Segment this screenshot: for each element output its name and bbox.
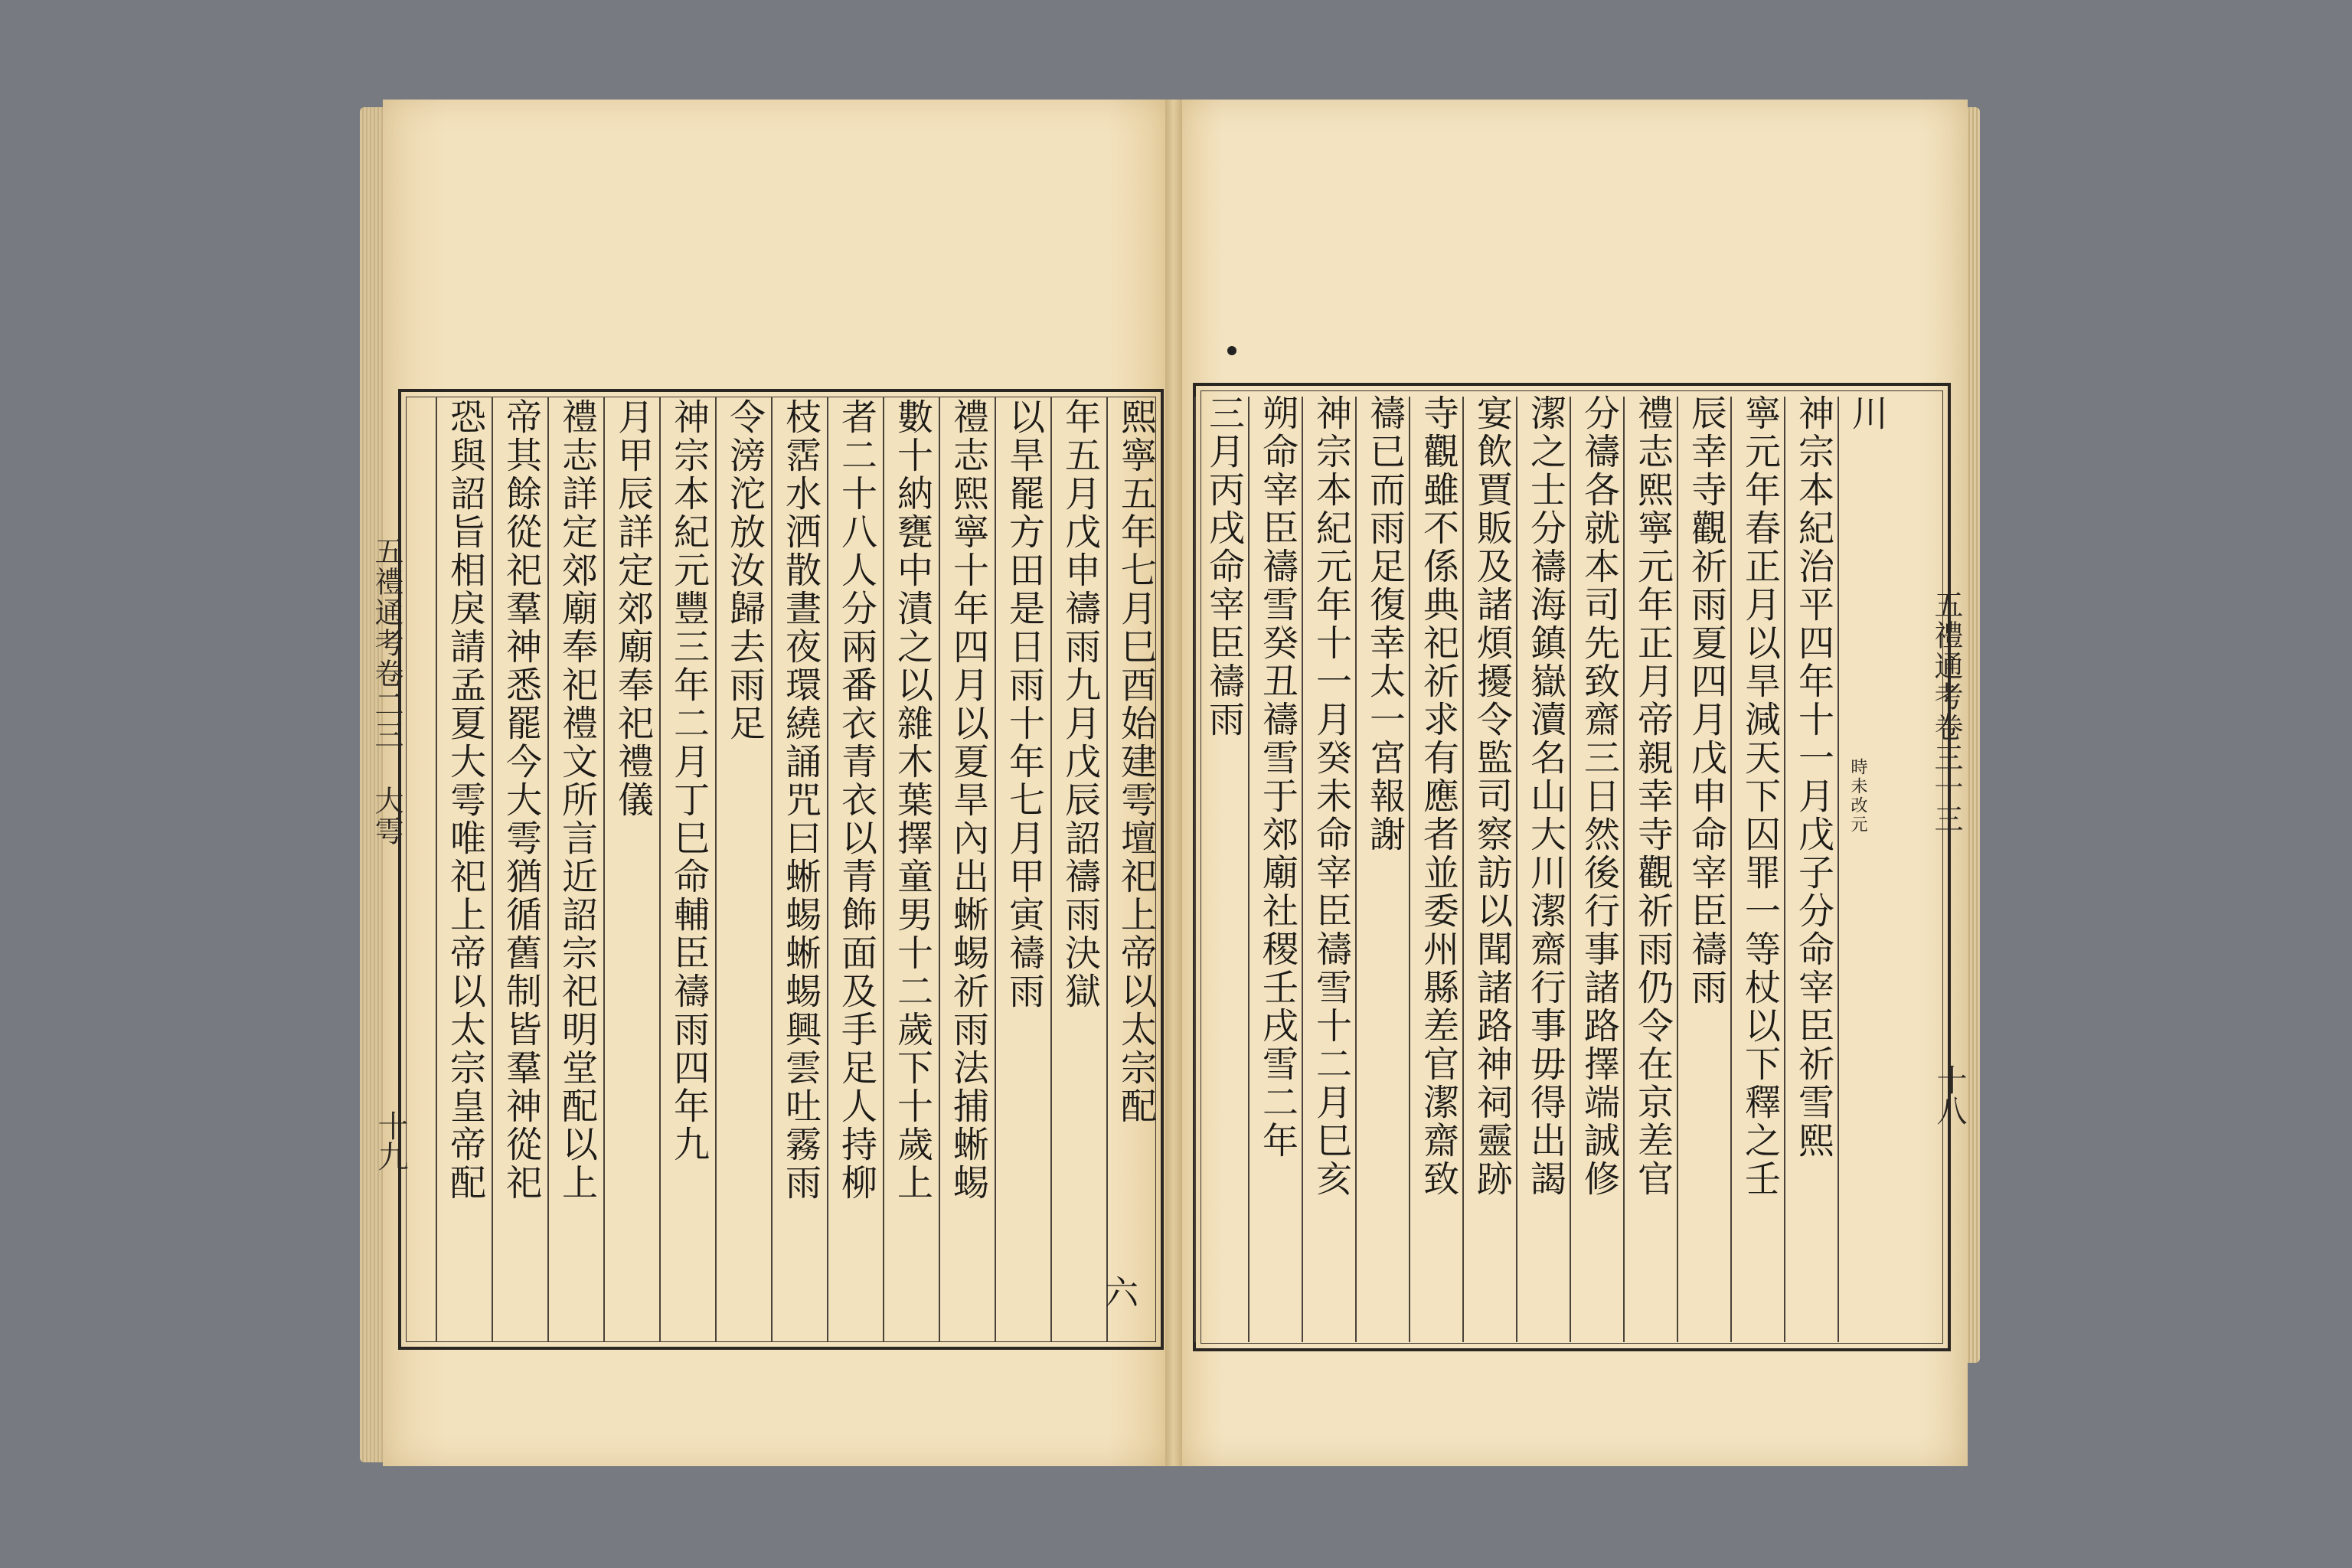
right-text-column: 潔之士分禱海鎮嶽瀆名山大川潔齋行事毋得出謁 — [1524, 394, 1566, 1198]
right-text-column: 寺觀雖不係典祀祈求有應者並委州縣差官潔齋致 — [1417, 394, 1459, 1198]
right-text-column: 宴飲賈販及諸煩擾令監司察訪以聞諸路神祠靈跡 — [1471, 394, 1513, 1198]
right-column-rule — [1302, 397, 1303, 1342]
right-text-column: 三月丙戌命宰臣禱雨 — [1203, 394, 1245, 739]
left-text-column: 者二十八人分兩番衣青衣以青飾面及手足人持柳 — [835, 398, 877, 1202]
right-column-rule — [1248, 397, 1250, 1342]
left-text-column: 令滂沱放汝歸去雨足 — [724, 398, 766, 743]
right-column-rule — [1784, 397, 1785, 1342]
left-text-column: 年五月戊申禱雨九月戊辰詔禱雨決獄 — [1059, 398, 1101, 1011]
left-text-column: 禮志詳定郊廟奉祀禮文所言近詔宗祀明堂配以上 — [556, 398, 598, 1202]
left-column-rule — [995, 397, 996, 1342]
left-column-rule — [1050, 397, 1052, 1342]
right-banxin: 五禮通考卷三十三 — [1929, 590, 1963, 835]
left-column-rule — [547, 397, 549, 1342]
left-column-rule — [883, 397, 884, 1342]
right-column-rule — [1730, 397, 1732, 1342]
right-column-rule — [1355, 397, 1357, 1342]
left-text-column: 禮志熙寧十年四月以夏旱內出蜥蜴祈雨法捕蜥蜴 — [947, 398, 989, 1202]
left-column-rule — [715, 397, 717, 1342]
left-column-rule — [659, 397, 661, 1342]
right-column-rule — [1623, 397, 1625, 1342]
right-column-rule — [1462, 397, 1464, 1342]
right-text-column: 朔命宰臣禱雪癸丑禱雪于郊廟社稷壬戌雪二年 — [1256, 394, 1298, 1160]
right-text-column: 禱已而雨足復幸太一宮報謝 — [1364, 394, 1406, 854]
right-column-rule — [1570, 397, 1571, 1342]
right-column-rule — [1194, 397, 1196, 1342]
right-text-column: 分禱各就本司先致齋三日然後行事諸路擇端誠修 — [1578, 394, 1620, 1198]
left-column-rule — [827, 397, 828, 1342]
left-folio: 十九 — [373, 1110, 408, 1171]
left-text-column: 枝霑水洒散晝夜環繞誦咒曰蜥蜴蜥蜴興雲吐霧雨 — [779, 398, 822, 1202]
left-column-rule — [939, 397, 940, 1342]
left-column-rule — [492, 397, 493, 1342]
ink-spot — [1227, 346, 1236, 355]
left-column-rule — [603, 397, 605, 1342]
left-text-column: 帝其餘從祀羣神悉罷今大雩猶循舊制皆羣神從祀 — [500, 398, 542, 1202]
right-column-rule — [1409, 397, 1410, 1342]
left-text-column: 神宗本紀元豐三年二月丁巳命輔臣禱雨四年九 — [668, 398, 710, 1164]
inline-annotation: 時未改元 — [1848, 758, 1867, 835]
left-column-rule — [771, 397, 773, 1342]
right-text-column: 神宗本紀治平四年十一月戊子分命宰臣祈雪熙 — [1792, 394, 1834, 1160]
left-margin-number: 六 — [1099, 1275, 1138, 1311]
right-column-rule — [1516, 397, 1517, 1342]
right-column-rule — [1838, 397, 1839, 1342]
left-column-rule — [1106, 397, 1108, 1342]
left-column-rule — [436, 397, 437, 1342]
right-text-column: 禮志熙寧元年正月帝親幸寺觀祈雨仍令在京差官 — [1632, 394, 1674, 1198]
right-text-column: 神宗本紀元年十一月癸未命宰臣禱雪十二月巳亥 — [1310, 394, 1352, 1198]
right-text-column: 寧元年春正月以旱減天下囚罪一等杖以下釋之壬 — [1739, 394, 1781, 1198]
left-text-column: 恐與詔旨相戾請孟夏大雩唯祀上帝以太宗皇帝配 — [444, 398, 486, 1202]
left-banxin: 五禮通考卷二三 大雩 — [370, 536, 403, 847]
right-text-column: 辰幸寺觀祈雨夏四月戊申命宰臣禱雨 — [1685, 394, 1727, 1007]
left-text-column: 數十納甕中漬之以雜木葉擇童男十二歲下十歲上 — [891, 398, 933, 1202]
left-text-column: 以旱罷方田是日雨十年七月甲寅禱雨 — [1003, 398, 1045, 1011]
right-column-rule — [1677, 397, 1678, 1342]
right-text-column: 川 — [1846, 394, 1888, 433]
book-gutter — [1165, 100, 1182, 1466]
right-folio: 十八 — [1932, 1064, 1967, 1125]
left-text-column: 熙寧五年七月巳酉始建雩壇祀上帝以太宗配 — [1115, 398, 1157, 1125]
left-text-column: 月甲辰詳定郊廟奉祀禮儀 — [612, 398, 654, 819]
